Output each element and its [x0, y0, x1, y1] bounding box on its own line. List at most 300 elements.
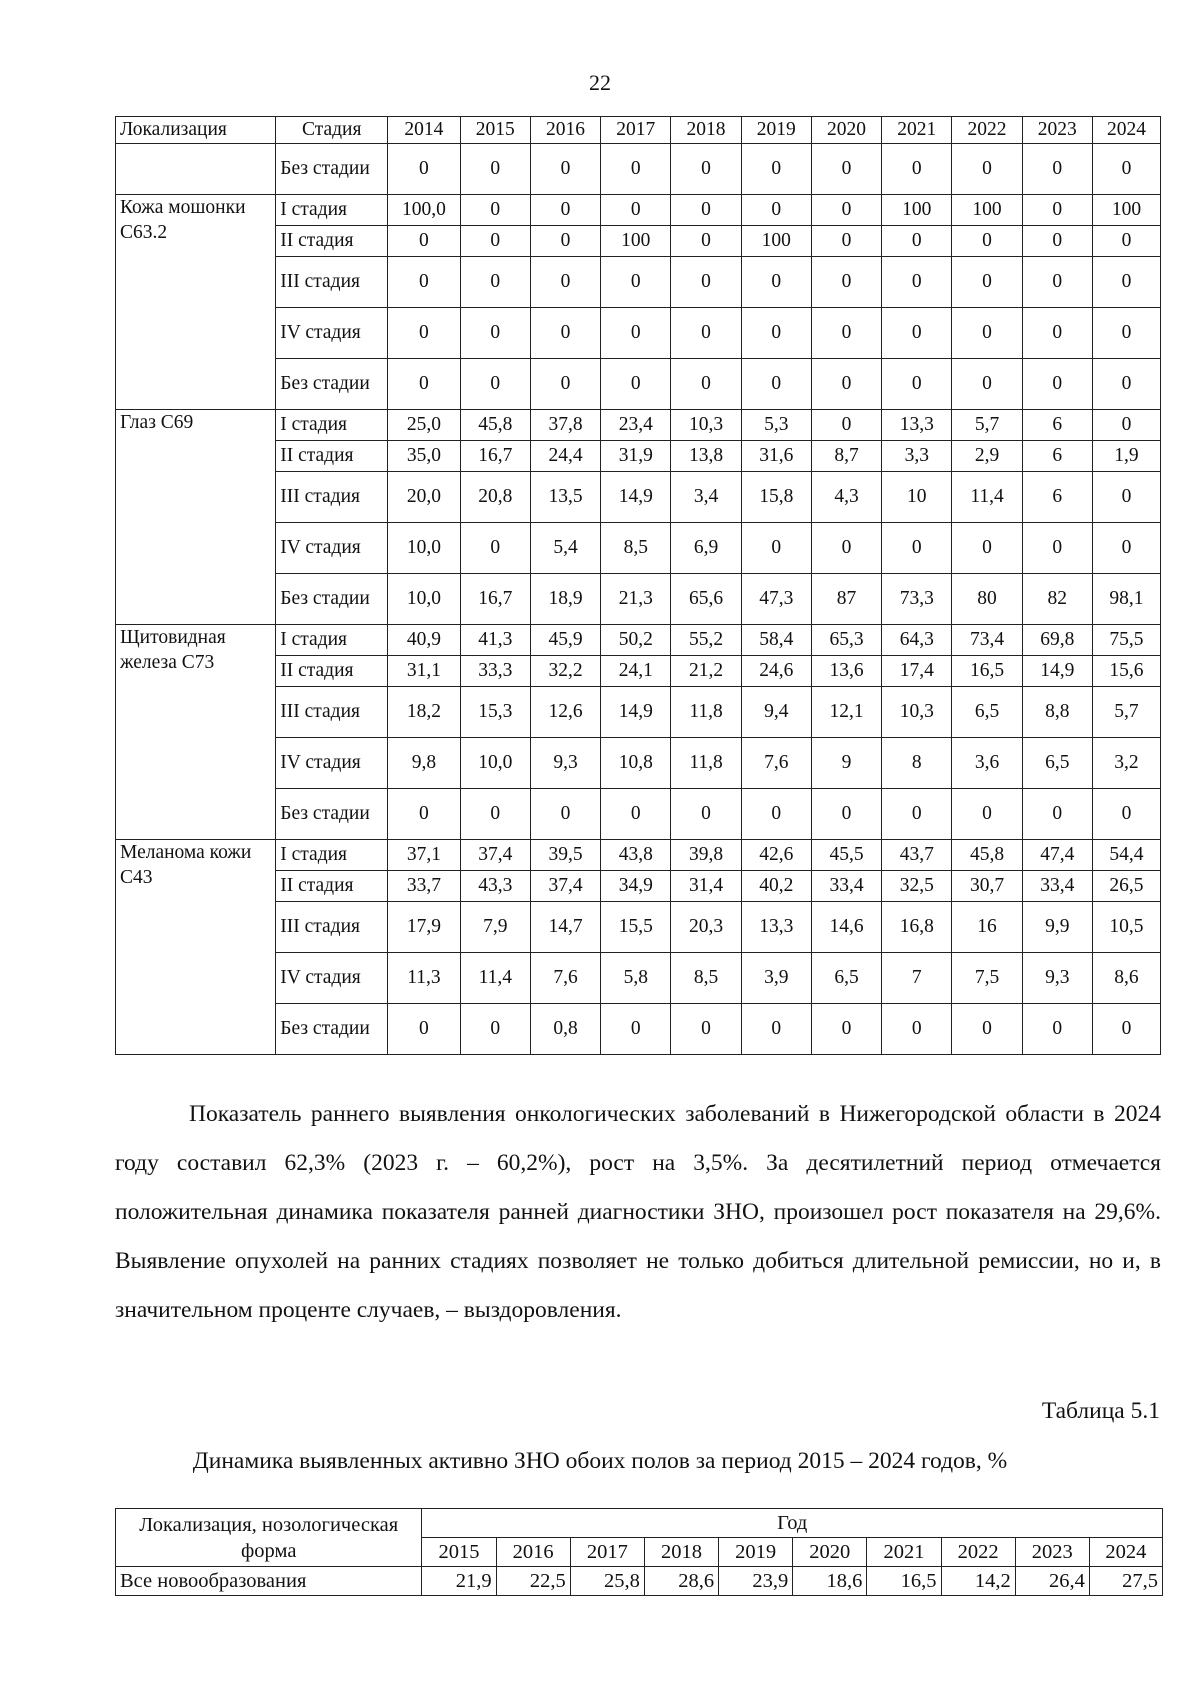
- stage-distribution-table: [115, 116, 1161, 1055]
- value-cell: 14,7: [530, 902, 600, 953]
- value-cell: 7,6: [530, 953, 600, 1004]
- value-cell: 9,4: [741, 687, 811, 738]
- value-cell: 10,0: [460, 738, 530, 789]
- value-cell: 21,2: [671, 656, 741, 687]
- stage-cell: I стадия: [276, 195, 388, 226]
- value-cell: 0: [601, 257, 671, 308]
- value-cell: 0: [460, 1004, 530, 1055]
- value-cell: 0: [671, 789, 741, 840]
- table-title: Динамика выявленных активно ЗНО обоих полов за период 2015 – 2024 годов, %: [192, 1448, 1008, 1474]
- column-header: 2015: [460, 117, 530, 144]
- value-cell: 24,4: [530, 441, 600, 472]
- value-cell: 20,3: [671, 902, 741, 953]
- value-cell: 0: [741, 195, 811, 226]
- value-cell: 11,4: [952, 472, 1022, 523]
- stage-cell: III стадия: [276, 472, 388, 523]
- value-cell: 7,6: [741, 738, 811, 789]
- value-cell: 15,3: [460, 687, 530, 738]
- value-cell: 0: [601, 789, 671, 840]
- value-cell: 9,3: [1022, 953, 1092, 1004]
- value-cell: 8,8: [1022, 687, 1092, 738]
- value-cell: 16,7: [460, 574, 530, 625]
- stage-cell: IV стадия: [276, 308, 388, 359]
- value-cell: 31,9: [601, 441, 671, 472]
- value-cell: 13,8: [671, 441, 741, 472]
- value-cell: 8: [882, 738, 952, 789]
- value-cell: 31,1: [388, 656, 460, 687]
- value-cell: 0: [671, 226, 741, 257]
- value-cell: 0: [811, 226, 881, 257]
- value-cell: 33,3: [460, 656, 530, 687]
- value-cell: 45,5: [811, 840, 881, 871]
- value-cell: 37,4: [530, 871, 600, 902]
- value-cell: 24,1: [601, 656, 671, 687]
- value-cell: 0: [671, 359, 741, 410]
- value-cell: 0: [530, 195, 600, 226]
- value-cell: 50,2: [601, 625, 671, 656]
- value-cell: 8,5: [671, 953, 741, 1004]
- value-cell: 80: [952, 574, 1022, 625]
- value-cell: 0: [671, 195, 741, 226]
- value-cell: 0: [530, 789, 600, 840]
- value-cell: 13,6: [811, 656, 881, 687]
- page-number: 22: [589, 70, 611, 95]
- value-cell: 0: [952, 257, 1022, 308]
- stage-cell: II стадия: [276, 656, 388, 687]
- value-cell: 100: [741, 226, 811, 257]
- value-cell: 0: [1092, 308, 1160, 359]
- year-header: 2017: [570, 1538, 644, 1567]
- value-cell: 0: [601, 195, 671, 226]
- value-cell: 24,6: [741, 656, 811, 687]
- value-cell: 8,7: [811, 441, 881, 472]
- column-header: 2020: [811, 117, 881, 144]
- value-cell: 47,3: [741, 574, 811, 625]
- value-cell: 0: [811, 257, 881, 308]
- value-cell: 6: [1022, 441, 1092, 472]
- value-cell: 0: [1022, 1004, 1092, 1055]
- value-cell: 7,9: [460, 902, 530, 953]
- value-cell: 0: [1092, 523, 1160, 574]
- value-cell: 14,9: [601, 472, 671, 523]
- value-cell: 0: [601, 359, 671, 410]
- stage-cell: II стадия: [276, 871, 388, 902]
- value-cell: 16,8: [882, 902, 952, 953]
- value-cell: 5,8: [601, 953, 671, 1004]
- value-cell: 0: [882, 523, 952, 574]
- value-cell: 20,8: [460, 472, 530, 523]
- value-cell: 6,5: [1022, 738, 1092, 789]
- value-cell: 1,9: [1092, 441, 1160, 472]
- year-header: 2018: [644, 1538, 718, 1567]
- value-cell: 10,3: [671, 410, 741, 441]
- value-cell: 0: [388, 257, 460, 308]
- value-cell: 23,4: [601, 410, 671, 441]
- value-cell: 64,3: [882, 625, 952, 656]
- value-cell: 0: [671, 144, 741, 195]
- column-header: Стадия: [276, 117, 388, 144]
- value-cell: 40,2: [741, 871, 811, 902]
- value-cell: 8,6: [1092, 953, 1160, 1004]
- value-cell: 13,3: [741, 902, 811, 953]
- value-cell: 45,8: [460, 410, 530, 441]
- stage-cell: Без стадии: [276, 574, 388, 625]
- value-cell: 0: [1022, 308, 1092, 359]
- value-cell: 0: [882, 226, 952, 257]
- value-cell: 73,3: [882, 574, 952, 625]
- value-cell: 82: [1022, 574, 1092, 625]
- stage-cell: Без стадии: [276, 1004, 388, 1055]
- table-row: [116, 144, 1161, 195]
- value-cell: 0: [530, 308, 600, 359]
- value-cell: 7,5: [952, 953, 1022, 1004]
- value-cell: 17,9: [388, 902, 460, 953]
- value-cell: 11,8: [671, 738, 741, 789]
- value-cell: 25,8: [570, 1567, 644, 1596]
- value-cell: 0: [741, 523, 811, 574]
- value-cell: 87: [811, 574, 881, 625]
- year-header: 2022: [941, 1538, 1015, 1567]
- localization-cell: Меланома кожи C43: [116, 840, 276, 1055]
- stage-cell: Без стадии: [276, 359, 388, 410]
- value-cell: 0: [741, 789, 811, 840]
- value-cell: 6,5: [811, 953, 881, 1004]
- stage-cell: II стадия: [276, 226, 388, 257]
- value-cell: 58,4: [741, 625, 811, 656]
- value-cell: 45,9: [530, 625, 600, 656]
- stage-cell: IV стадия: [276, 523, 388, 574]
- value-cell: 10,5: [1092, 902, 1160, 953]
- value-cell: 15,8: [741, 472, 811, 523]
- value-cell: 12,1: [811, 687, 881, 738]
- value-cell: 4,3: [811, 472, 881, 523]
- value-cell: 0: [460, 789, 530, 840]
- value-cell: 35,0: [388, 441, 460, 472]
- value-cell: 0: [952, 308, 1022, 359]
- header-year: Год: [422, 1509, 1163, 1538]
- table-row: [116, 840, 1161, 871]
- value-cell: 65,6: [671, 574, 741, 625]
- value-cell: 0: [811, 789, 881, 840]
- value-cell: 23,9: [719, 1567, 793, 1596]
- value-cell: 0: [1092, 257, 1160, 308]
- value-cell: 33,7: [388, 871, 460, 902]
- value-cell: 0: [1092, 144, 1160, 195]
- value-cell: 14,9: [601, 687, 671, 738]
- value-cell: 5,7: [952, 410, 1022, 441]
- year-header: 2020: [793, 1538, 867, 1567]
- value-cell: 0: [1092, 226, 1160, 257]
- value-cell: 17,4: [882, 656, 952, 687]
- column-header: 2021: [882, 117, 952, 144]
- value-cell: 0: [952, 144, 1022, 195]
- value-cell: 11,8: [671, 687, 741, 738]
- value-cell: 0: [530, 257, 600, 308]
- stage-cell: IV стадия: [276, 738, 388, 789]
- value-cell: 0: [460, 359, 530, 410]
- body-paragraph: [115, 1090, 1161, 1335]
- value-cell: 100: [882, 195, 952, 226]
- value-cell: 0: [882, 144, 952, 195]
- value-cell: 13,5: [530, 472, 600, 523]
- value-cell: 0: [460, 308, 530, 359]
- value-cell: 5,3: [741, 410, 811, 441]
- value-cell: 26,4: [1015, 1567, 1089, 1596]
- column-header: 2018: [671, 117, 741, 144]
- stage-cell: I стадия: [276, 625, 388, 656]
- header-localization: Локализация, нозологическая форма: [116, 1509, 422, 1567]
- value-cell: 3,6: [952, 738, 1022, 789]
- stage-cell: II стадия: [276, 441, 388, 472]
- value-cell: 0: [1092, 472, 1160, 523]
- value-cell: 15,6: [1092, 656, 1160, 687]
- stage-cell: III стадия: [276, 257, 388, 308]
- value-cell: 39,5: [530, 840, 600, 871]
- value-cell: 0: [811, 1004, 881, 1055]
- value-cell: 6: [1022, 472, 1092, 523]
- value-cell: 42,6: [741, 840, 811, 871]
- table-row: [116, 1567, 1163, 1596]
- value-cell: 0: [1022, 144, 1092, 195]
- value-cell: 16,5: [952, 656, 1022, 687]
- value-cell: 0: [460, 257, 530, 308]
- year-header: 2021: [867, 1538, 941, 1567]
- value-cell: 0: [1092, 359, 1160, 410]
- value-cell: 5,7: [1092, 687, 1160, 738]
- value-cell: 26,5: [1092, 871, 1160, 902]
- stage-cell: I стадия: [276, 840, 388, 871]
- value-cell: 0: [1022, 257, 1092, 308]
- value-cell: 34,9: [601, 871, 671, 902]
- value-cell: 0: [741, 359, 811, 410]
- value-cell: 0: [1022, 226, 1092, 257]
- value-cell: 9,9: [1022, 902, 1092, 953]
- value-cell: 10,0: [388, 574, 460, 625]
- value-cell: 73,4: [952, 625, 1022, 656]
- column-header: 2016: [530, 117, 600, 144]
- value-cell: 0: [530, 359, 600, 410]
- column-header: 2023: [1022, 117, 1092, 144]
- value-cell: 25,0: [388, 410, 460, 441]
- value-cell: 0: [530, 226, 600, 257]
- value-cell: 3,3: [882, 441, 952, 472]
- stage-cell: III стадия: [276, 902, 388, 953]
- paragraph-text: Показатель раннего выявления онкологических заболеваний в Нижегородской области в 2024 году составил 62,3% (2023 г. – 60,2%), рост на 3,5%. За десятилетний период отмечается положительная динамика показателя ранней диагностики ЗНО, произошел рост показателя на 29,6%. Выявление опухолей на ранних стадиях позволяет не только добиться длительной ремиссии, но и, в значительном проценте случаев, – выздоровления.: [115, 1101, 1161, 1323]
- value-cell: 14,9: [1022, 656, 1092, 687]
- value-cell: 11,4: [460, 953, 530, 1004]
- value-cell: 0: [601, 1004, 671, 1055]
- column-header: 2024: [1092, 117, 1160, 144]
- value-cell: 32,2: [530, 656, 600, 687]
- value-cell: 9,8: [388, 738, 460, 789]
- value-cell: 5,4: [530, 523, 600, 574]
- value-cell: 47,4: [1022, 840, 1092, 871]
- value-cell: 75,5: [1092, 625, 1160, 656]
- stage-cell: III стадия: [276, 687, 388, 738]
- localization-cell: Кожа мошонки C63.2: [116, 195, 276, 410]
- value-cell: 0: [952, 789, 1022, 840]
- value-cell: 0: [1022, 359, 1092, 410]
- value-cell: 100: [601, 226, 671, 257]
- value-cell: 18,6: [793, 1567, 867, 1596]
- stage-cell: IV стадия: [276, 953, 388, 1004]
- value-cell: 0: [811, 359, 881, 410]
- value-cell: 37,8: [530, 410, 600, 441]
- value-cell: 100: [952, 195, 1022, 226]
- value-cell: 43,3: [460, 871, 530, 902]
- value-cell: 0: [671, 308, 741, 359]
- value-cell: 14,2: [941, 1567, 1015, 1596]
- table-row: [116, 625, 1161, 656]
- value-cell: 0: [601, 308, 671, 359]
- localization-cell: [116, 144, 276, 195]
- value-cell: 0: [811, 410, 881, 441]
- year-header: 2023: [1015, 1538, 1089, 1567]
- table-header-row: [116, 117, 1161, 144]
- value-cell: 9: [811, 738, 881, 789]
- value-cell: 0: [811, 195, 881, 226]
- value-cell: 0: [1022, 523, 1092, 574]
- value-cell: 100: [1092, 195, 1160, 226]
- value-cell: 41,3: [460, 625, 530, 656]
- value-cell: 0: [882, 789, 952, 840]
- value-cell: 0: [741, 308, 811, 359]
- value-cell: 2,9: [952, 441, 1022, 472]
- value-cell: 0: [1022, 789, 1092, 840]
- value-cell: 3,9: [741, 953, 811, 1004]
- value-cell: 0: [1092, 789, 1160, 840]
- table-row: [116, 195, 1161, 226]
- value-cell: 31,6: [741, 441, 811, 472]
- value-cell: 8,5: [601, 523, 671, 574]
- value-cell: 22,5: [496, 1567, 570, 1596]
- column-header: Локализация: [116, 117, 276, 144]
- table-header-row: [116, 1509, 1163, 1538]
- value-cell: 0: [882, 359, 952, 410]
- value-cell: 33,4: [1022, 871, 1092, 902]
- value-cell: 0: [952, 359, 1022, 410]
- value-cell: 18,9: [530, 574, 600, 625]
- value-cell: 6,9: [671, 523, 741, 574]
- value-cell: 0: [388, 1004, 460, 1055]
- value-cell: 0: [460, 144, 530, 195]
- value-cell: 69,8: [1022, 625, 1092, 656]
- value-cell: 0: [811, 523, 881, 574]
- year-header: 2019: [719, 1538, 793, 1567]
- stage-cell: Без стадии: [276, 789, 388, 840]
- value-cell: 0: [811, 308, 881, 359]
- value-cell: 7: [882, 953, 952, 1004]
- value-cell: 11,3: [388, 953, 460, 1004]
- value-cell: 0: [1092, 1004, 1160, 1055]
- value-cell: 0: [388, 789, 460, 840]
- value-cell: 12,6: [530, 687, 600, 738]
- value-cell: 18,2: [388, 687, 460, 738]
- value-cell: 0: [388, 359, 460, 410]
- value-cell: 32,5: [882, 871, 952, 902]
- value-cell: 0: [671, 257, 741, 308]
- value-cell: 21,3: [601, 574, 671, 625]
- value-cell: 0: [388, 226, 460, 257]
- row-name-cell: Все новообразования: [116, 1567, 422, 1596]
- year-header: 2016: [496, 1538, 570, 1567]
- column-header: 2019: [741, 117, 811, 144]
- value-cell: 10,8: [601, 738, 671, 789]
- value-cell: 0: [811, 144, 881, 195]
- value-cell: 27,5: [1089, 1567, 1162, 1596]
- value-cell: 28,6: [644, 1567, 718, 1596]
- value-cell: 0: [882, 308, 952, 359]
- value-cell: 16,7: [460, 441, 530, 472]
- value-cell: 10: [882, 472, 952, 523]
- value-cell: 39,8: [671, 840, 741, 871]
- value-cell: 13,3: [882, 410, 952, 441]
- value-cell: 65,3: [811, 625, 881, 656]
- value-cell: 0: [952, 523, 1022, 574]
- value-cell: 6: [1022, 410, 1092, 441]
- year-header: 2015: [422, 1538, 496, 1567]
- value-cell: 37,4: [460, 840, 530, 871]
- value-cell: 16,5: [867, 1567, 941, 1596]
- stage-cell: Без стадии: [276, 144, 388, 195]
- value-cell: 10,3: [882, 687, 952, 738]
- stage-cell: I стадия: [276, 410, 388, 441]
- value-cell: 21,9: [422, 1567, 496, 1596]
- localization-cell: Глаз C69: [116, 410, 276, 625]
- value-cell: 55,2: [671, 625, 741, 656]
- column-header: 2014: [388, 117, 460, 144]
- value-cell: 0,8: [530, 1004, 600, 1055]
- value-cell: 0: [1092, 410, 1160, 441]
- value-cell: 10,0: [388, 523, 460, 574]
- localization-cell: Щитовидная железа C73: [116, 625, 276, 840]
- value-cell: 0: [741, 257, 811, 308]
- value-cell: 0: [741, 144, 811, 195]
- value-cell: 16: [952, 902, 1022, 953]
- column-header: 2017: [601, 117, 671, 144]
- value-cell: 0: [671, 1004, 741, 1055]
- value-cell: 20,0: [388, 472, 460, 523]
- value-cell: 43,8: [601, 840, 671, 871]
- value-cell: 0: [460, 226, 530, 257]
- value-cell: 3,4: [671, 472, 741, 523]
- value-cell: 0: [601, 144, 671, 195]
- value-cell: 31,4: [671, 871, 741, 902]
- value-cell: 0: [530, 144, 600, 195]
- column-header: 2022: [952, 117, 1022, 144]
- value-cell: 0: [388, 308, 460, 359]
- value-cell: 40,9: [388, 625, 460, 656]
- value-cell: 0: [882, 1004, 952, 1055]
- value-cell: 0: [952, 1004, 1022, 1055]
- value-cell: 0: [1022, 195, 1092, 226]
- value-cell: 0: [952, 226, 1022, 257]
- value-cell: 0: [460, 523, 530, 574]
- value-cell: 15,5: [601, 902, 671, 953]
- value-cell: 6,5: [952, 687, 1022, 738]
- dynamics-table: [115, 1508, 1163, 1596]
- table-caption: Таблица 5.1: [1041, 1398, 1160, 1424]
- value-cell: 37,1: [388, 840, 460, 871]
- value-cell: 3,2: [1092, 738, 1160, 789]
- value-cell: 43,7: [882, 840, 952, 871]
- value-cell: 0: [388, 144, 460, 195]
- value-cell: 33,4: [811, 871, 881, 902]
- value-cell: 0: [741, 1004, 811, 1055]
- value-cell: 9,3: [530, 738, 600, 789]
- value-cell: 54,4: [1092, 840, 1160, 871]
- value-cell: 98,1: [1092, 574, 1160, 625]
